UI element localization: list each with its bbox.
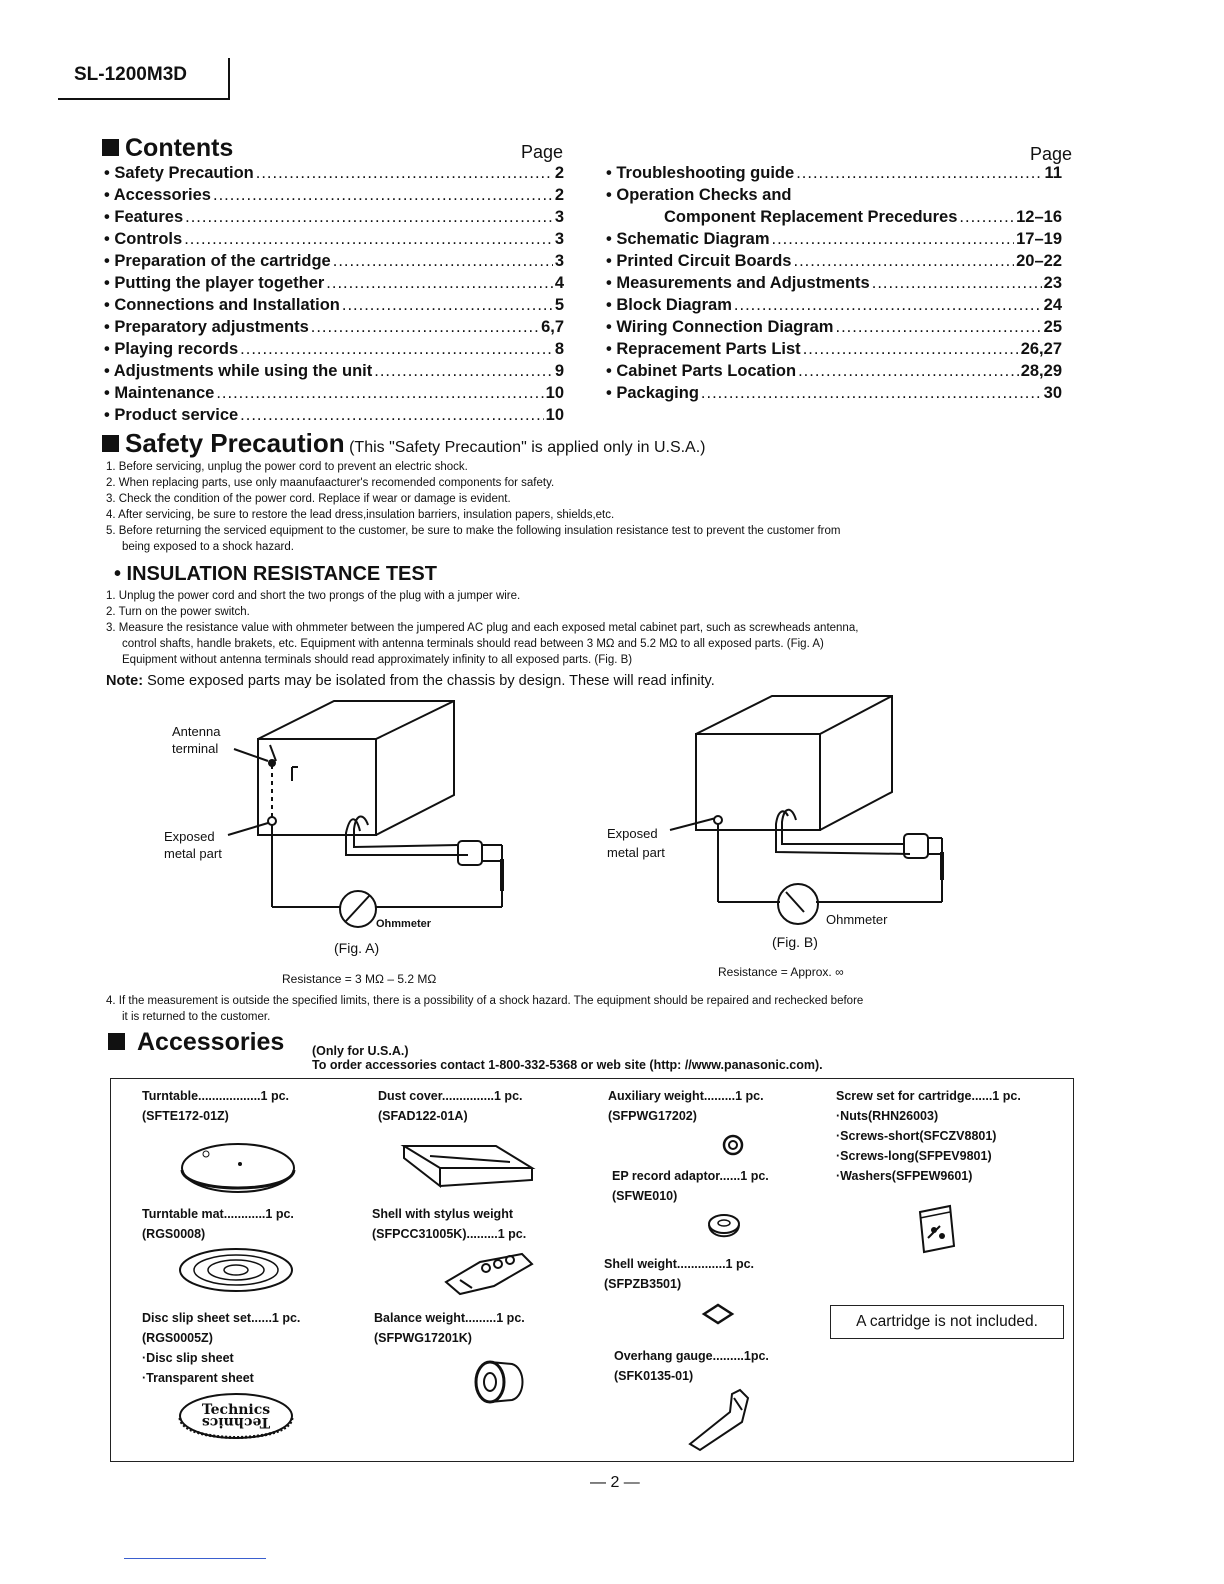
toc-entry bbox=[104, 294, 564, 316]
toc-entry-page: 9 bbox=[554, 362, 564, 380]
acc-overhang-pn: (SFK0135-01) bbox=[614, 1369, 694, 1383]
toc-entry-page: 25 bbox=[1043, 318, 1062, 336]
square-bullet-icon bbox=[102, 139, 119, 156]
contents-title: Contents bbox=[125, 134, 234, 162]
acc-mat bbox=[142, 1204, 294, 1244]
toc-entry-page: 17–19 bbox=[1016, 230, 1062, 248]
toc-entry bbox=[606, 316, 1062, 338]
overhang-gauge-icon bbox=[686, 1388, 752, 1452]
turntable-mat-icon bbox=[176, 1246, 296, 1294]
toc-leader bbox=[803, 338, 1019, 360]
toc-leader bbox=[835, 316, 1041, 338]
acc-shell bbox=[372, 1204, 526, 1244]
toc-leader bbox=[216, 382, 543, 404]
fig-a-exposed-label: Exposed bbox=[164, 829, 215, 844]
toc-entry bbox=[104, 360, 564, 382]
fig-b-resistance: Resistance = Approx. ∞ bbox=[718, 965, 844, 979]
toc-entry-page: 2 bbox=[554, 164, 564, 182]
footer-rule bbox=[124, 1558, 266, 1559]
toc-entry-label: • Repracement Parts List bbox=[606, 340, 801, 358]
toc-entry-page: 30 bbox=[1043, 384, 1062, 402]
header-divider bbox=[228, 58, 230, 100]
toc-entry bbox=[606, 250, 1062, 272]
toc-entry bbox=[104, 184, 564, 206]
toc-leader bbox=[311, 316, 539, 338]
fig-a-caption: (Fig. A) bbox=[334, 940, 380, 956]
balance-weight-icon bbox=[468, 1356, 532, 1408]
insulation-item: control shafts, handle brakets, etc. Equipment with antenna terminals should read between 3 MΩ and 5.2 MΩ to all exposed parts. (Fig. A) bbox=[122, 638, 824, 650]
header-underline bbox=[58, 98, 230, 100]
toc-leader bbox=[374, 360, 553, 382]
toc-entry bbox=[104, 404, 564, 426]
toc-entry bbox=[606, 360, 1062, 382]
toc-entry bbox=[104, 382, 564, 404]
acc-shell-label: Shell with stylus weight bbox=[372, 1207, 513, 1221]
fig-a-ohmmeter-label: Ohmmeter bbox=[376, 918, 432, 930]
turntable-icon bbox=[178, 1142, 302, 1202]
toc-entry-label: • Adjustments while using the unit bbox=[104, 362, 373, 380]
toc-entry-page: 6,7 bbox=[541, 318, 564, 336]
toc-entry-page: 12–16 bbox=[1016, 208, 1062, 226]
toc-entry-label: Component Replacement Precedures bbox=[664, 208, 958, 226]
toc-entry bbox=[104, 338, 564, 360]
headshell-icon bbox=[440, 1250, 536, 1296]
page-label-left: Page bbox=[521, 142, 564, 162]
toc-entry-label: • Printed Circuit Boards bbox=[606, 252, 792, 270]
toc-entry-page: 3 bbox=[554, 252, 564, 270]
fig-a-antenna-label: Antenna bbox=[172, 724, 221, 739]
toc-entry bbox=[606, 184, 1062, 206]
model-number: SL-1200M3D bbox=[74, 64, 187, 85]
fig-b-caption: (Fig. B) bbox=[772, 934, 818, 950]
toc-leader bbox=[772, 228, 1015, 250]
toc-entry-label: • Schematic Diagram bbox=[606, 230, 770, 248]
toc-entry-page: 23 bbox=[1043, 274, 1062, 292]
toc-entry-label: • Wiring Connection Diagram bbox=[606, 318, 834, 336]
toc-entry-label: • Operation Checks and bbox=[606, 186, 792, 204]
insulation-item: Equipment without antenna terminals should read approximately infinity to all exposed parts. (Fig. B) bbox=[122, 654, 633, 666]
toc-entry-label: • Block Diagram bbox=[606, 296, 732, 314]
insulation-item: 2. Turn on the power switch. bbox=[106, 606, 250, 618]
safety-item: 4. After servicing, be sure to restore the lead dress,insulation barriers, insulation papers, shields,etc. bbox=[106, 509, 615, 521]
acc-dust bbox=[378, 1086, 523, 1126]
safety-subtitle: (This "Safety Precaution" is applied only in U.S.A.) bbox=[349, 439, 706, 456]
toc-entry bbox=[606, 382, 1062, 404]
safety-list bbox=[106, 459, 1086, 555]
acc-mat-pn: (RGS0008) bbox=[142, 1227, 206, 1241]
contents-heading bbox=[102, 134, 233, 163]
safety-title: Safety Precaution bbox=[125, 428, 345, 458]
toc-entry-label: • Playing records bbox=[104, 340, 239, 358]
accessories-only: (Only for U.S.A.) bbox=[312, 1044, 409, 1058]
toc-entry-page: 8 bbox=[554, 340, 564, 358]
safety-item: 2. When replacing parts, use only maanufaacturer's recomended components for safety. bbox=[106, 477, 555, 489]
acc-screw-long: ·Screws-long(SFPEV9801) bbox=[836, 1149, 992, 1163]
toc-leader bbox=[872, 272, 1042, 294]
acc-screw-nuts: ·Nuts(RHN26003) bbox=[836, 1109, 939, 1123]
toc-entry-label: • Preparatory adjustments bbox=[104, 318, 309, 336]
acc-ep-label: EP record adaptor......1 pc. bbox=[612, 1169, 769, 1183]
ep-adaptor-icon bbox=[706, 1212, 742, 1240]
toc-entry-label: • Preparation of the cartridge bbox=[104, 252, 331, 270]
toc-entry-page: 3 bbox=[554, 208, 564, 226]
accessories-contact: To order accessories contact 1-800-332-5368 or web site (http: //www.panasonic.com). bbox=[312, 1058, 823, 1072]
toc-entry-page: 11 bbox=[1044, 164, 1062, 182]
acc-screw-label: Screw set for cartridge......1 pc. bbox=[836, 1089, 1021, 1103]
toc-entry-page: 10 bbox=[545, 384, 564, 402]
acc-aux-label: Auxiliary weight.........1 pc. bbox=[608, 1089, 764, 1103]
fig-b-exposed-label: Exposed bbox=[607, 826, 658, 841]
toc-leader bbox=[185, 206, 553, 228]
toc-leader bbox=[240, 404, 543, 426]
page-number: — 2 — bbox=[590, 1474, 640, 1491]
toc-entry-label: • Accessories bbox=[104, 186, 211, 204]
acc-shellw-label: Shell weight..............1 pc. bbox=[604, 1257, 755, 1271]
fig-b-ohmmeter-label: Ohmmeter bbox=[826, 912, 888, 927]
toc-entry bbox=[104, 206, 564, 228]
acc-dust-pn: (SFAD122-01A) bbox=[378, 1109, 468, 1123]
toc-entry-page: 24 bbox=[1043, 296, 1062, 314]
insulation-item-4-line2: it is returned to the customer. bbox=[122, 1011, 271, 1023]
toc-entry bbox=[104, 228, 564, 250]
toc-leader bbox=[793, 250, 1014, 272]
acc-screw-washers: ·Washers(SFPEW9601) bbox=[836, 1169, 973, 1183]
cartridge-note: A cartridge is not included. bbox=[830, 1305, 1064, 1339]
acc-screw-short: ·Screws-short(SFCZV8801) bbox=[836, 1129, 997, 1143]
acc-shellw bbox=[604, 1254, 754, 1294]
screw-set-bag-icon bbox=[914, 1202, 958, 1256]
safety-item: 5. Before returning the serviced equipment to the customer, be sure to make the following insulation resistance test to prevent the customer from bbox=[106, 525, 841, 537]
toc-entry-page: 5 bbox=[554, 296, 564, 314]
toc-entry bbox=[606, 228, 1062, 250]
insulation-item-4 bbox=[106, 993, 1106, 1025]
acc-disc bbox=[142, 1308, 300, 1388]
toc-leader bbox=[240, 338, 553, 360]
acc-turntable-label: Turntable..................1 pc. bbox=[142, 1089, 290, 1103]
toc-entry-label: • Packaging bbox=[606, 384, 699, 402]
acc-turntable-pn: (SFTE172-01Z) bbox=[142, 1109, 229, 1123]
insulation-item: 1. Unplug the power cord and short the two prongs of the plug with a jumper wire. bbox=[106, 590, 521, 602]
safety-item: being exposed to a shock hazard. bbox=[122, 541, 294, 553]
toc-entry bbox=[104, 162, 564, 184]
toc-entry-label: • Safety Precaution bbox=[104, 164, 254, 182]
note-text: Some exposed parts may be isolated from the chassis by design. These will read infinity. bbox=[147, 673, 715, 689]
toc-leader bbox=[333, 250, 553, 272]
dust-cover-icon bbox=[400, 1140, 540, 1196]
acc-ep-pn: (SFWE010) bbox=[612, 1189, 678, 1203]
acc-balance-pn: (SFPWG17201K) bbox=[374, 1331, 472, 1345]
fig-a-resistance: Resistance = 3 MΩ – 5.2 MΩ bbox=[282, 972, 437, 986]
fig-b-metal-label: metal part bbox=[607, 845, 665, 860]
acc-turntable bbox=[142, 1086, 289, 1126]
acc-ep bbox=[612, 1166, 769, 1206]
toc-entry-page: 26,27 bbox=[1020, 340, 1062, 358]
aux-weight-icon bbox=[722, 1134, 744, 1156]
insulation-list bbox=[106, 588, 1106, 668]
toc-entry-label: • Measurements and Adjustments bbox=[606, 274, 870, 292]
toc-entry bbox=[606, 338, 1062, 360]
toc-leader bbox=[796, 162, 1042, 184]
toc-right-column bbox=[606, 162, 1062, 404]
toc-entry-page: 20–22 bbox=[1016, 252, 1062, 270]
acc-shell-pn: (SFPCC31005K).........1 pc. bbox=[372, 1227, 527, 1241]
toc-entry bbox=[606, 272, 1062, 294]
toc-leader bbox=[342, 294, 553, 316]
acc-mat-label: Turntable mat............1 pc. bbox=[142, 1207, 294, 1221]
toc-leader bbox=[213, 184, 553, 206]
accessories-heading bbox=[108, 1028, 284, 1057]
acc-shellw-pn: (SFPZB3501) bbox=[604, 1277, 682, 1291]
toc-entry bbox=[104, 272, 564, 294]
safety-item: 3. Check the condition of the power cord. Replace if wear or damage is evident. bbox=[106, 493, 511, 505]
toc-entry-page: 4 bbox=[554, 274, 564, 292]
accessories-title: Accessories bbox=[137, 1028, 285, 1056]
disc-slip-sheet-icon bbox=[176, 1392, 300, 1450]
technics-logo-icon: Technics bbox=[201, 1402, 271, 1418]
acc-aux bbox=[608, 1086, 764, 1126]
acc-dust-label: Dust cover...............1 pc. bbox=[378, 1089, 523, 1103]
toc-left-column bbox=[104, 162, 564, 426]
insulation-heading: • INSULATION RESISTANCE TEST bbox=[114, 563, 437, 585]
toc-entry-label: • Controls bbox=[104, 230, 183, 248]
acc-balance bbox=[374, 1308, 525, 1348]
toc-leader bbox=[184, 228, 553, 250]
toc-entry bbox=[606, 162, 1062, 184]
safety-heading bbox=[102, 428, 706, 459]
toc-entry bbox=[104, 316, 564, 338]
square-bullet-icon bbox=[102, 435, 119, 452]
toc-leader bbox=[256, 162, 553, 184]
toc-leader bbox=[326, 272, 553, 294]
note-line bbox=[106, 673, 715, 689]
safety-item: 1. Before servicing, unplug the power cord to prevent an electric shock. bbox=[106, 461, 468, 473]
page-label-right: Page bbox=[1030, 144, 1073, 164]
insulation-item: 3. Measure the resistance value with ohmmeter between the jumpered AC plug and each exposed metal cabinet part, such as screwheads antenna, bbox=[106, 622, 859, 634]
toc-leader bbox=[734, 294, 1042, 316]
toc-entry bbox=[606, 294, 1062, 316]
acc-disc-a: ·Disc slip sheet bbox=[142, 1351, 234, 1365]
fig-a-metal-label: metal part bbox=[164, 846, 222, 861]
acc-screw bbox=[836, 1086, 1021, 1186]
toc-leader bbox=[798, 360, 1019, 382]
toc-entry-label: • Putting the player together bbox=[104, 274, 325, 292]
toc-entry-page: 28,29 bbox=[1020, 362, 1062, 380]
insulation-item-4-line1: 4. If the measurement is outside the specified limits, there is a possibility of a shock hazard. The equipment should be repaired and rechecked before bbox=[106, 995, 864, 1007]
toc-entry-label: • Connections and Installation bbox=[104, 296, 340, 314]
note-label: Note: bbox=[106, 673, 144, 689]
fig-b-diagram bbox=[600, 692, 980, 942]
toc-leader bbox=[959, 206, 1014, 228]
acc-disc-b: ·Transparent sheet bbox=[142, 1371, 254, 1385]
toc-entry-label: • Troubleshooting guide bbox=[606, 164, 795, 182]
toc-entry-page: 3 bbox=[554, 230, 564, 248]
fig-a-terminal-label: terminal bbox=[172, 741, 219, 756]
acc-overhang-label: Overhang gauge.........1pc. bbox=[614, 1349, 769, 1363]
acc-disc-pn: (RGS0005Z) bbox=[142, 1331, 213, 1345]
shell-weight-icon bbox=[700, 1302, 736, 1326]
toc-entry-label: • Product service bbox=[104, 406, 239, 424]
technics-logo-mirror-icon: Technics bbox=[201, 1414, 271, 1430]
acc-disc-label: Disc slip sheet set......1 pc. bbox=[142, 1311, 301, 1325]
acc-aux-pn: (SFPWG17202) bbox=[608, 1109, 697, 1123]
toc-entry-label: • Features bbox=[104, 208, 184, 226]
acc-overhang bbox=[614, 1346, 769, 1386]
acc-balance-label: Balance weight.........1 pc. bbox=[374, 1311, 525, 1325]
toc-entry-label: • Maintenance bbox=[104, 384, 215, 402]
toc-entry-label: • Cabinet Parts Location bbox=[606, 362, 797, 380]
toc-entry bbox=[606, 206, 1062, 228]
square-bullet-icon bbox=[108, 1033, 125, 1050]
toc-leader bbox=[701, 382, 1042, 404]
toc-entry-page: 10 bbox=[545, 406, 564, 424]
toc-entry bbox=[104, 250, 564, 272]
toc-entry-page: 2 bbox=[554, 186, 564, 204]
